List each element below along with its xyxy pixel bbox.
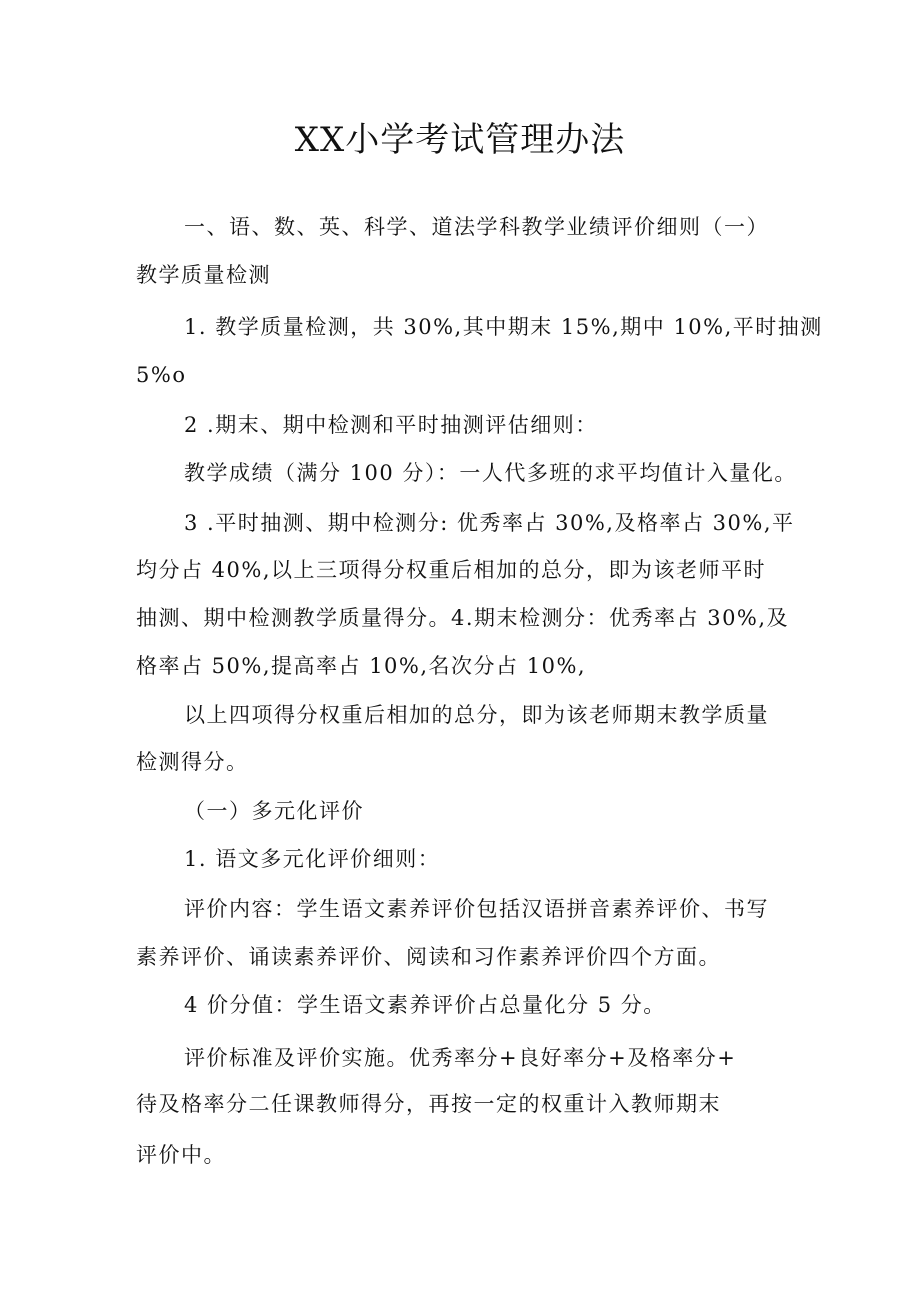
paragraph-line: 教学成绩（满分 100 分）：一人代多班的求平均值计入量化。 <box>184 461 797 485</box>
paragraph-line: 格率占 50%,提高率占 10%,名次分占 10%, <box>136 654 587 678</box>
document-title: XX小学考试管理办法 <box>294 120 626 160</box>
paragraph-line: 以上四项得分权重后相加的总分，即为该老师期末教学质量 <box>184 703 769 727</box>
paragraph-line: 抽测、期中检测教学质量得分。4.期末检测分：优秀率占 30%,及 <box>136 606 790 630</box>
paragraph-line: 评价内容：学生语文素养评价包括汉语拼音素养评价、书写 <box>184 897 769 921</box>
paragraph-line: 评价中。 <box>136 1143 226 1167</box>
paragraph-line: 一、语、数、英、科学、道法学科教学业绩评价细则（一） <box>184 215 769 239</box>
paragraph-line: 1. 教学质量检测，共 30%,其中期末 15%,期中 10%,平时抽测 <box>184 315 823 339</box>
paragraph-line: 5%o <box>136 363 187 387</box>
paragraph-line: 2 .期末、期中检测和平时抽测评估细则： <box>184 413 598 437</box>
paragraph-line: 评价标准及评价实施。优秀率分+良好率分+及格率分+ <box>184 1046 737 1070</box>
paragraph-line: 检测得分。 <box>136 750 249 774</box>
paragraph-line: 均分占 40%,以上三项得分权重后相加的总分，即为该老师平时 <box>136 558 767 582</box>
paragraph-line: 1. 语文多元化评价细则： <box>184 847 441 871</box>
paragraph-line: 4 价分值：学生语文素养评价占总量化分 5 分。 <box>184 993 666 1017</box>
section-heading: （一）多元化评价 <box>184 799 364 823</box>
paragraph-line: 待及格率分二任课教师得分，再按一定的权重计入教师期末 <box>136 1092 721 1116</box>
paragraph-line: 教学质量检测 <box>136 263 271 287</box>
paragraph-line: 3 .平时抽测、期中检测分: 优秀率占 30%,及格率占 30%,平 <box>184 511 795 535</box>
paragraph-line: 素养评价、诵读素养评价、阅读和习作素养评价四个方面。 <box>136 945 721 969</box>
